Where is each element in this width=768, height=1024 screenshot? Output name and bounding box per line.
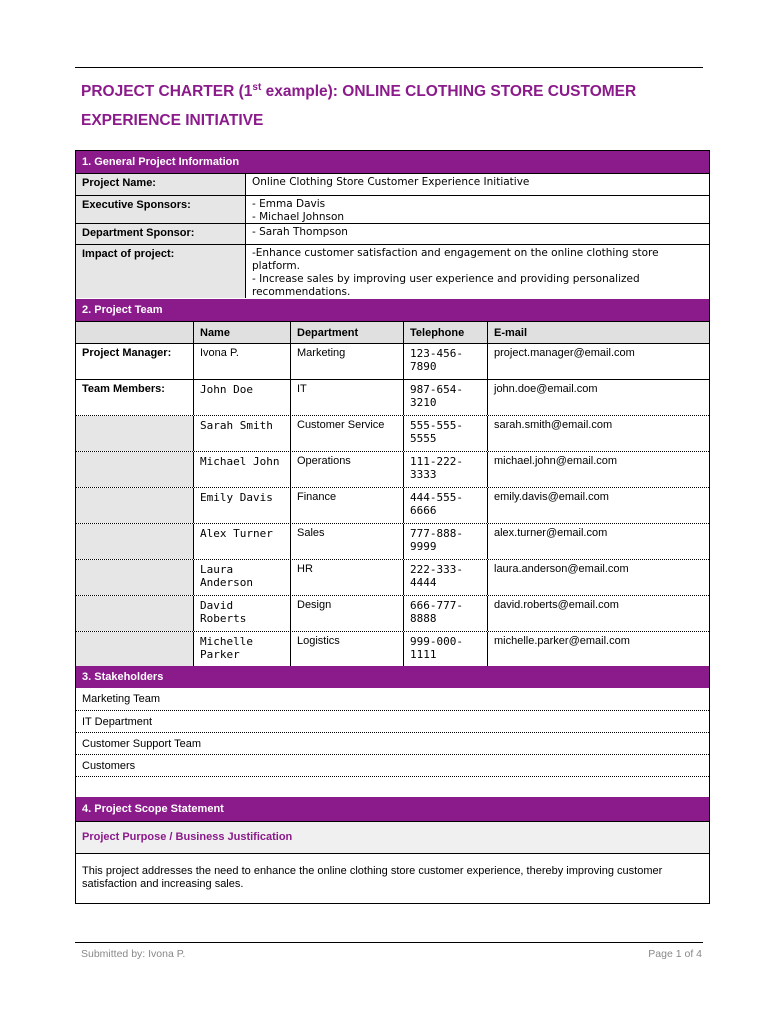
general-info-row: [76, 223, 709, 244]
scope-subheader-row: [76, 821, 709, 853]
team-member-name: David Roberts: [194, 596, 291, 631]
team-member-department: Operations: [291, 452, 404, 487]
team-member-phone: 987-654-3210: [404, 380, 488, 415]
team-column-header: Department: [291, 322, 404, 343]
team-member-phone: 666-777-8888: [404, 596, 488, 631]
stakeholder-row: [76, 754, 709, 776]
team-member-name: John Doe: [194, 380, 291, 415]
section1-header-row: [76, 151, 709, 173]
team-member-role: [76, 560, 194, 595]
general-info-value-line: Online Clothing Store Customer Experience Initiative: [252, 176, 530, 188]
general-info-value-line: - Emma Davis: [252, 198, 326, 210]
team-member-row: [76, 415, 709, 451]
stakeholder-item: [76, 777, 709, 798]
team-member-department: Logistics: [291, 632, 404, 667]
team-member-row: [76, 343, 709, 379]
team-member-role: Project Manager:: [76, 344, 194, 379]
team-column-header-row: [76, 321, 709, 343]
team-member-email: alex.turner@email.com: [494, 527, 608, 539]
team-column-blank: [76, 322, 194, 343]
section1-header: 1. General Project Information: [76, 151, 709, 173]
team-column-header: Name: [194, 322, 291, 343]
stakeholder-item: Customers: [82, 760, 136, 772]
section3-header: 3. Stakeholders: [76, 666, 709, 688]
stakeholder-row: [76, 776, 709, 798]
footer-rule: [75, 942, 703, 943]
stakeholder-row: [76, 732, 709, 754]
title-suffix: example): ONLINE CLOTHING STORE CUSTOMER: [261, 83, 637, 101]
section2-header-row: [76, 299, 709, 321]
general-info-value-line: - Increase sales by improving user experience and providing personalized recommendations.: [252, 273, 640, 298]
general-info-value-line: - Michael Johnson: [252, 211, 345, 223]
charter-table: [75, 150, 710, 904]
team-member-phone: 555-555-5555: [404, 416, 488, 451]
team-member-row: [76, 379, 709, 415]
general-info-label: Project Name:: [76, 174, 246, 195]
team-member-role: [76, 596, 194, 631]
stakeholder-row: [76, 688, 709, 710]
team-member-name: Sarah Smith: [194, 416, 291, 451]
team-member-name: Michelle Parker: [194, 632, 291, 667]
team-member-department: Design: [291, 596, 404, 631]
footer-submitted: Submitted by: Ivona P.: [81, 948, 186, 960]
team-member-email: laura.anderson@email.com: [494, 563, 629, 575]
team-member-name: Laura Anderson: [194, 560, 291, 595]
team-member-row: [76, 559, 709, 595]
team-member-name: Michael John: [194, 452, 291, 487]
footer-page-number: Page 1 of 4: [648, 948, 702, 960]
team-member-department: Sales: [291, 524, 404, 559]
team-member-name: Alex Turner: [194, 524, 291, 559]
team-member-department: Customer Service: [291, 416, 404, 451]
scope-body: This project addresses the need to enhance the online clothing store customer experience, thereby improving customer satisfaction and increasing sales.: [82, 865, 663, 890]
team-member-phone: 123-456-7890: [404, 344, 488, 379]
team-member-email: sarah.smith@email.com: [494, 419, 613, 431]
section4-header: 4. Project Scope Statement: [76, 797, 709, 821]
team-member-role: [76, 632, 194, 667]
team-member-row: [76, 451, 709, 487]
team-member-role: [76, 416, 194, 451]
title-prefix: PROJECT CHARTER (1: [81, 83, 253, 101]
team-member-phone: 222-333-4444: [404, 560, 488, 595]
scope-subheader: Project Purpose / Business Justification: [82, 831, 293, 843]
team-member-row: [76, 487, 709, 523]
team-column-header: E-mail: [494, 327, 528, 339]
team-member-row: [76, 595, 709, 631]
general-info-value: [246, 196, 709, 223]
general-info-label: Department Sponsor:: [76, 224, 246, 244]
team-member-department: HR: [291, 560, 404, 595]
general-info-label: Executive Sponsors:: [76, 196, 246, 223]
team-member-email: david.roberts@email.com: [494, 599, 619, 611]
team-member-email: project.manager@email.com: [494, 347, 635, 359]
section4-header-row: [76, 797, 709, 821]
team-member-email: michelle.parker@email.com: [494, 635, 630, 647]
general-info-row: [76, 244, 709, 298]
general-info-row: [76, 195, 709, 223]
team-member-role: [76, 524, 194, 559]
team-member-phone: 111-222-3333: [404, 452, 488, 487]
team-member-name: Ivona P.: [194, 344, 291, 379]
general-info-value-line: - Sarah Thompson: [252, 226, 348, 238]
page-title-line-2: EXPERIENCE INITIATIVE: [81, 112, 264, 129]
team-member-row: [76, 523, 709, 559]
general-info-value: [246, 224, 709, 244]
stakeholder-item: Customer Support Team: [82, 738, 202, 750]
top-rule: [75, 67, 703, 68]
general-info-value-line: -Enhance customer satisfaction and engagement on the online clothing store platform.: [252, 247, 659, 272]
stakeholder-item: Marketing Team: [82, 693, 161, 705]
team-member-email: john.doe@email.com: [494, 383, 598, 395]
team-member-name: Emily Davis: [194, 488, 291, 523]
team-member-email: emily.davis@email.com: [494, 491, 609, 503]
team-member-department: IT: [291, 380, 404, 415]
scope-body-row: [76, 853, 709, 903]
general-info-label: Impact of project:: [76, 245, 246, 298]
team-column-header: Telephone: [404, 322, 488, 343]
team-member-row: [76, 631, 709, 667]
team-member-department: Marketing: [291, 344, 404, 379]
page-title-line-1: [81, 82, 681, 101]
team-member-role: [76, 452, 194, 487]
team-member-phone: 999-000-1111: [404, 632, 488, 667]
general-info-value: [246, 245, 709, 298]
team-member-phone: 777-888-9999: [404, 524, 488, 559]
team-member-phone: 444-555-6666: [404, 488, 488, 523]
team-member-department: Finance: [291, 488, 404, 523]
stakeholder-row: [76, 710, 709, 732]
section2-header: 2. Project Team: [76, 299, 709, 321]
team-member-role: Team Members:: [76, 380, 194, 415]
team-member-email: michael.john@email.com: [494, 455, 618, 467]
general-info-value: [246, 174, 709, 195]
general-info-row: [76, 173, 709, 195]
team-member-role: [76, 488, 194, 523]
title-superscript: st: [252, 82, 262, 93]
stakeholder-item: IT Department: [82, 716, 153, 728]
section3-header-row: [76, 666, 709, 688]
